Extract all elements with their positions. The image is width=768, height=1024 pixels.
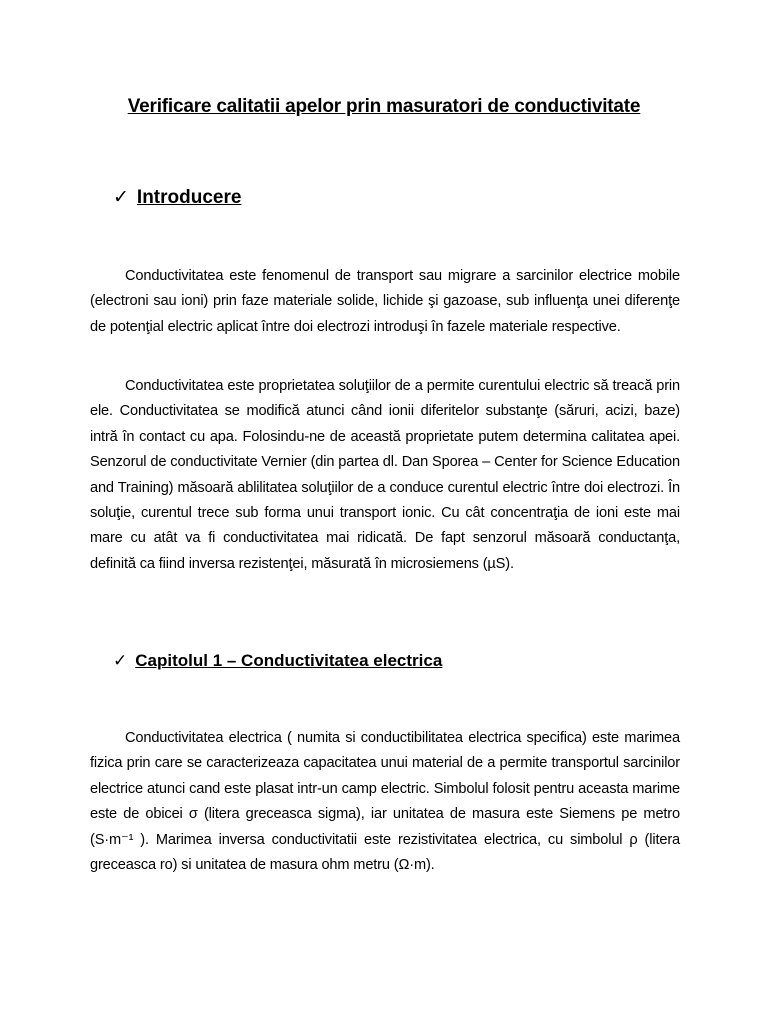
section-heading-capitolul-1 (113, 651, 442, 671)
paragraph: Conductivitatea este proprietatea soluţiilor de a permite curentului electric să treacă prin ele. Conductivitatea se modifică atunci când ionii diferitelor substanţe (săruri, acizi, baze) intră în contact cu apa. Folosindu-ne de această proprietate putem determina calitatea apei. Senzorul de conductivitate Vernier (din partea dl. Dan Sporea – Center for Science Education and Training) măsoară ablilitatea soluţiilor de a conduce curentul electric între doi electrozi. În soluţie, curentul trece sub forma unui transport ionic. Cu cât concentraţia de ioni este mai mare cu atât va fi conductivitatea mai ridicată. De fapt senzorul măsoară conductanţa, definită ca fiind inversa rezistenţei, măsurată în microsiemens (µS). (90, 378, 680, 572)
document-title: Verificare calitatii apelor prin masuratori de conductivitate (127, 96, 641, 117)
section-heading-introducere (113, 186, 241, 209)
paragraph: Conductivitatea electrica ( numita si conductibilitatea electrica specifica) este marimea fizica prin care se caracterizeaza capacitatea unui material de a permite transportul sarcinilor electrice atunci cand este plasat intr-un camp electric. Simbolul folosit pentru aceasta marime este de obicei σ (litera greceasca sigma), iar unitatea de masura este Siemens pe metro (S·m⁻¹ ). Marimea inversa conductivitatii este rezistivitatea electrica, cu simbolul ρ (litera greceasca ro) si unitatea de masura ohm metru (Ω·m). (90, 730, 680, 874)
checkmark-icon: ✓ (113, 187, 129, 208)
section-heading-text: Introducere (136, 187, 242, 208)
checkmark-icon: ✓ (113, 651, 128, 670)
section-heading-text: Capitolul 1 – Conductivitatea electrica (135, 651, 443, 670)
paragraph: Conductivitatea este fenomenul de transport sau migrare a sarcinilor electrice mobile (electroni sau ioni) prin faze materiale solide, lichide şi gazoase, sub influenţa unei diferenţe de potenţial electric aplicat între doi electrozi introduşi în fazele materiale respective. (90, 268, 680, 335)
